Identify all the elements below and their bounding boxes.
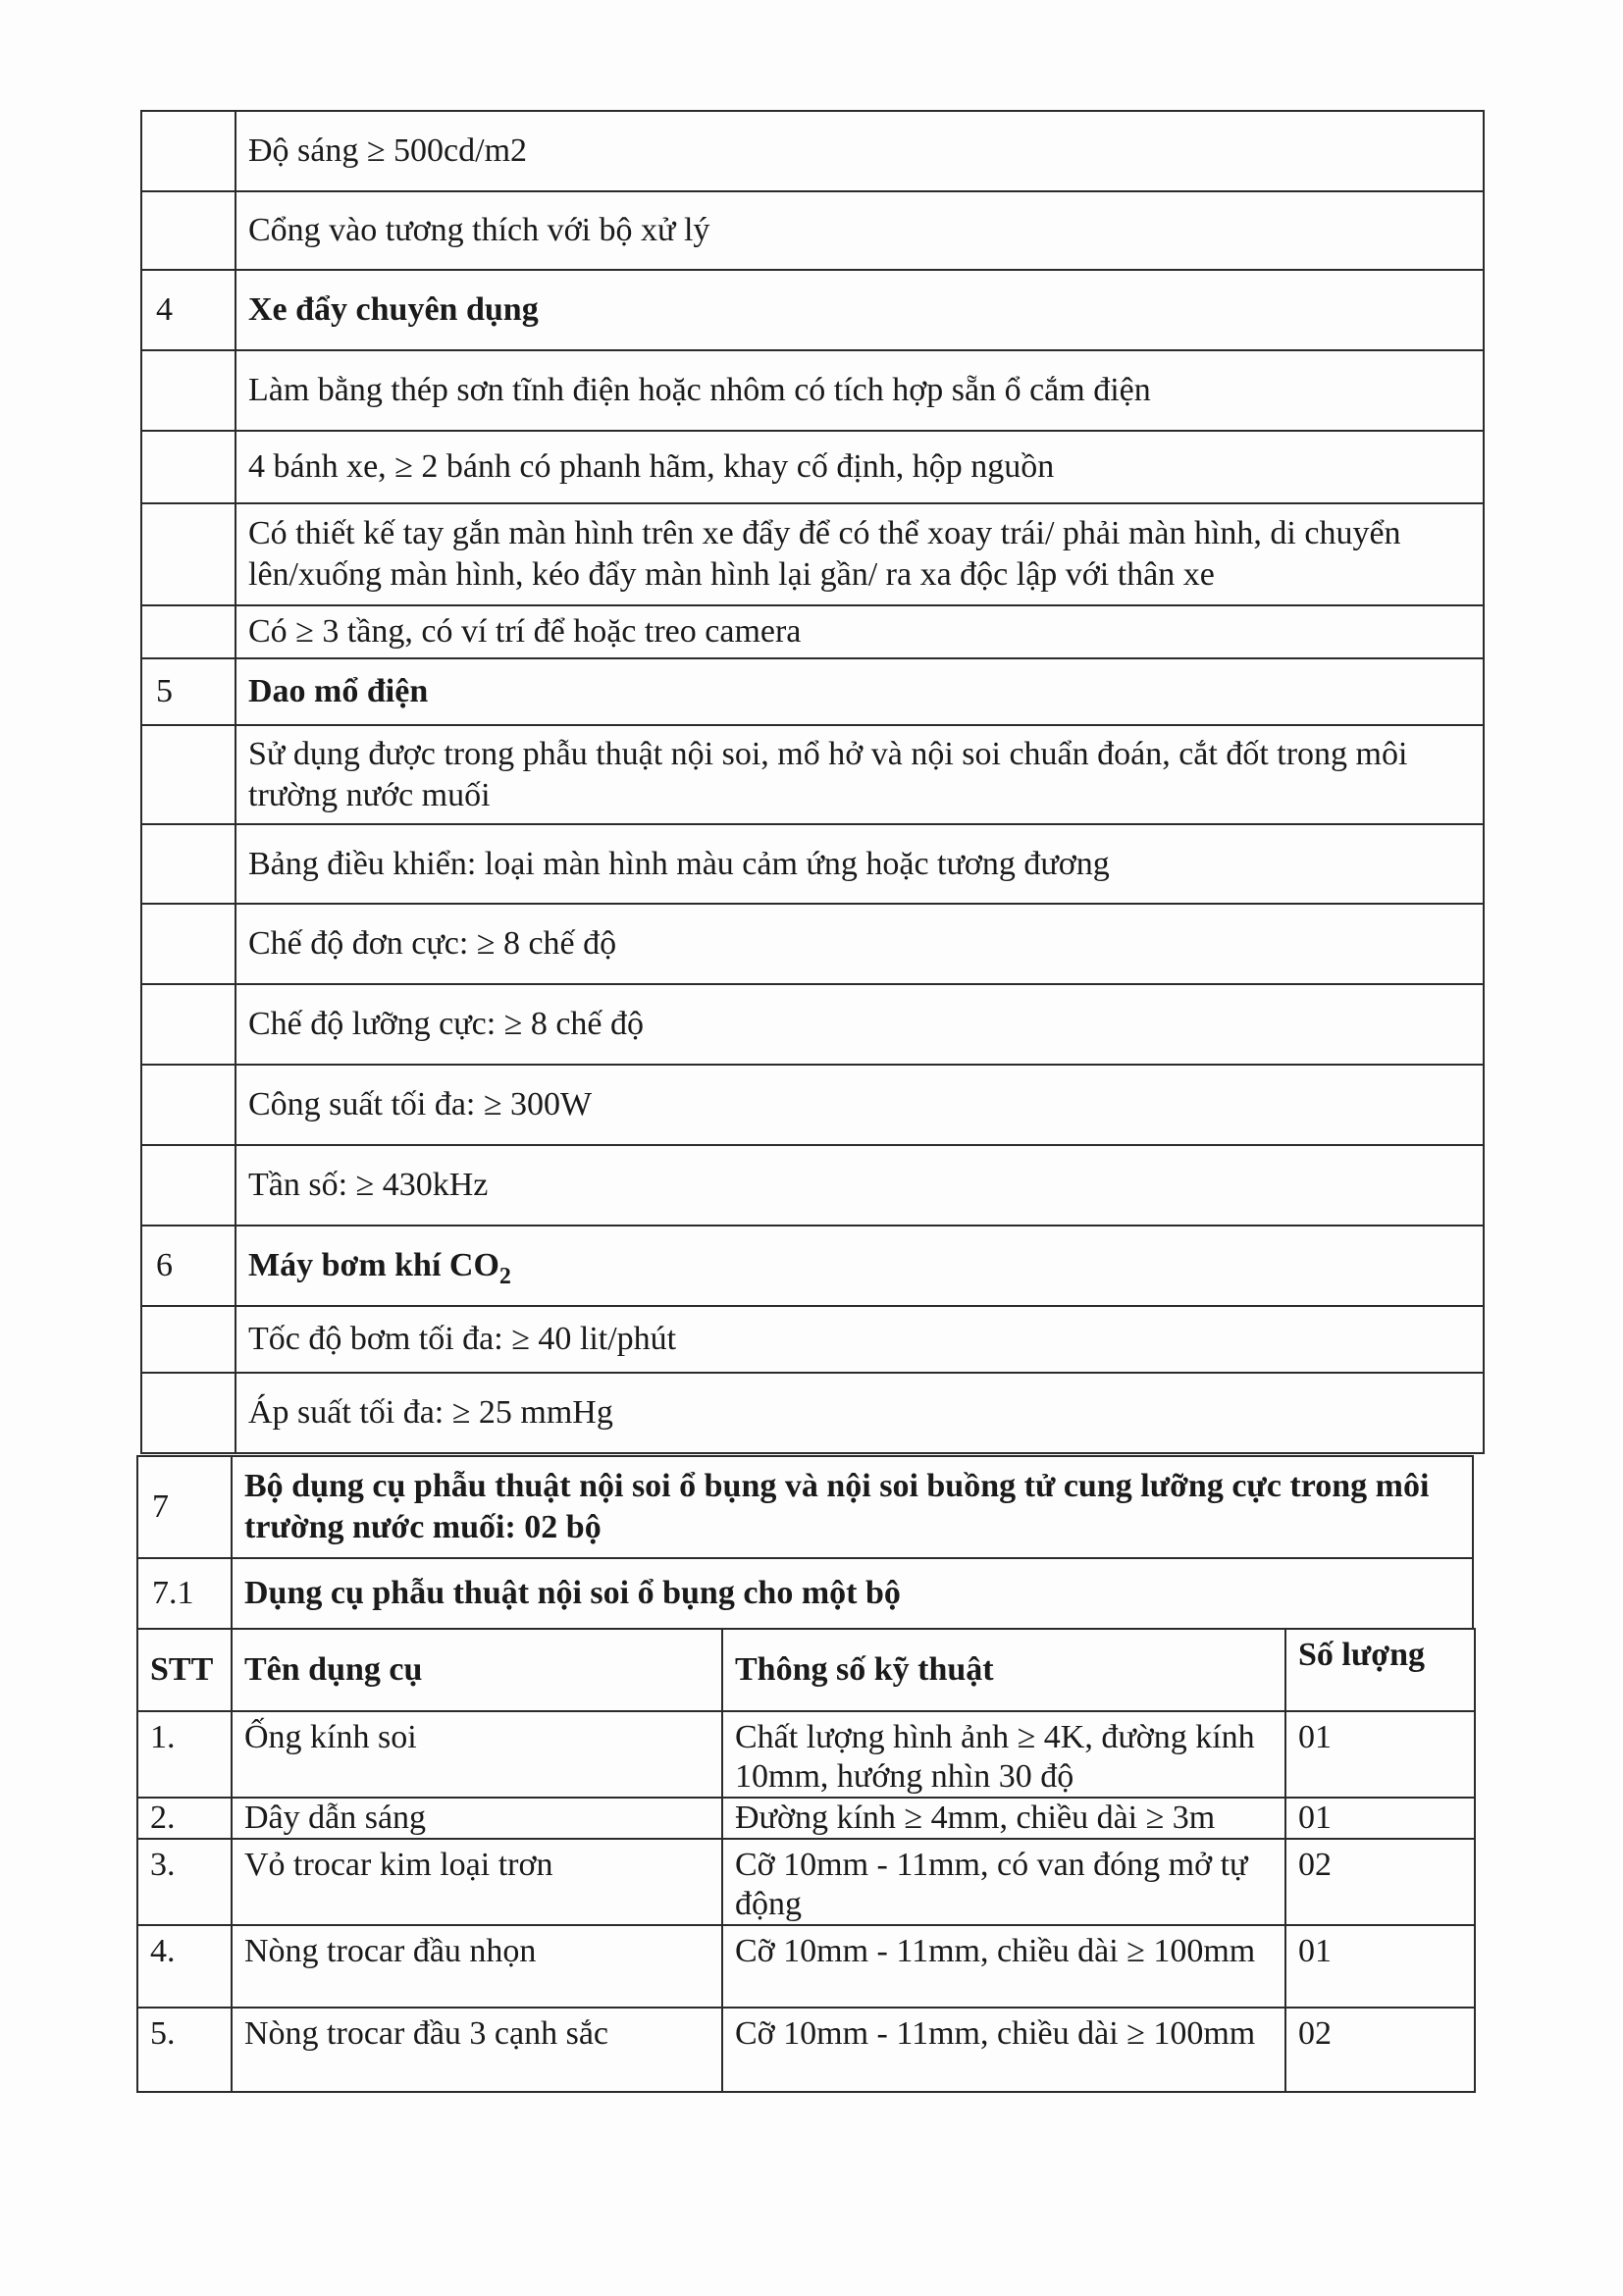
row-spec: Chất lượng hình ảnh ≥ 4K, đường kính 10mm, hướng nhìn 30 độ	[722, 1711, 1285, 1798]
spec-no	[141, 605, 236, 658]
section-title: Dao mổ điện	[236, 658, 1484, 725]
row-name: Ống kính soi	[232, 1711, 722, 1798]
spec-row	[141, 431, 1484, 503]
row-qty: 02	[1285, 2008, 1475, 2092]
row-spec: Cỡ 10mm - 11mm, chiều dài ≥ 100mm	[722, 2008, 1285, 2092]
spec-row	[141, 605, 1484, 658]
section-number: 6	[141, 1226, 236, 1306]
row-qty: 01	[1285, 1925, 1475, 2008]
row-name: Dây dẫn sáng	[232, 1798, 722, 1839]
spec-no	[141, 824, 236, 904]
spec-row	[141, 350, 1484, 431]
row-name: Nòng trocar đầu nhọn	[232, 1925, 722, 2008]
section-title: Xe đẩy chuyên dụng	[236, 270, 1484, 350]
spec-text: Sử dụng được trong phẫu thuật nội soi, mổ hở và nội soi chuẩn đoán, cắt đốt trong môi trường nước muối	[236, 725, 1484, 824]
section-row-7-1	[137, 1558, 1473, 1629]
row-spec: Cỡ 10mm - 11mm, chiều dài ≥ 100mm	[722, 1925, 1285, 2008]
spec-no	[141, 1306, 236, 1373]
row-stt: 1.	[137, 1711, 232, 1798]
kit-heading-table	[136, 1455, 1474, 1630]
section-number: 4	[141, 270, 236, 350]
spec-no	[141, 503, 236, 605]
spec-text: Công suất tối đa: ≥ 300W	[236, 1065, 1484, 1145]
spec-text: Áp suất tối đa: ≥ 25 mmHg	[236, 1373, 1484, 1453]
row-stt: 4.	[137, 1925, 232, 2008]
spec-row	[141, 904, 1484, 984]
spec-text: Độ sáng ≥ 500cd/m2	[236, 111, 1484, 191]
row-name: Nòng trocar đầu 3 cạnh sắc	[232, 2008, 722, 2092]
spec-row	[141, 1306, 1484, 1373]
table-header-row	[137, 1629, 1475, 1711]
table-row	[137, 1711, 1475, 1798]
spec-no	[141, 191, 236, 270]
spec-row	[141, 111, 1484, 191]
subsection-number: 7.1	[137, 1558, 232, 1629]
header-spec: Thông số kỹ thuật	[722, 1629, 1285, 1711]
row-spec: Đường kính ≥ 4mm, chiều dài ≥ 3m	[722, 1798, 1285, 1839]
header-qty: Số lượng	[1285, 1629, 1475, 1711]
spec-text: Có thiết kế tay gắn màn hình trên xe đẩy để có thể xoay trái/ phải màn hình, di chuyển lên/xuống màn hình, kéo đẩy màn hình lại gần/ ra xa độc lập với thân xe	[236, 503, 1484, 605]
spec-text: Tốc độ bơm tối đa: ≥ 40 lit/phút	[236, 1306, 1484, 1373]
spec-row	[141, 1373, 1484, 1453]
spec-text: Có ≥ 3 tầng, có ví trí để hoặc treo camera	[236, 605, 1484, 658]
row-qty: 01	[1285, 1798, 1475, 1839]
section-row-6	[141, 1226, 1484, 1306]
spec-table	[140, 110, 1485, 1454]
section-row-7	[137, 1456, 1473, 1558]
table-row	[137, 1839, 1475, 1925]
row-stt: 5.	[137, 2008, 232, 2092]
spec-no	[141, 1065, 236, 1145]
spec-row	[141, 191, 1484, 270]
spec-text: Chế độ lưỡng cực: ≥ 8 chế độ	[236, 984, 1484, 1065]
spec-row	[141, 725, 1484, 824]
spec-no	[141, 1373, 236, 1453]
spec-text: Tần số: ≥ 430kHz	[236, 1145, 1484, 1226]
table-row	[137, 1925, 1475, 2008]
section-row-5	[141, 658, 1484, 725]
header-name: Tên dụng cụ	[232, 1629, 722, 1711]
spec-no	[141, 904, 236, 984]
table-row	[137, 2008, 1475, 2092]
spec-no	[141, 984, 236, 1065]
subsection-title: Dụng cụ phẫu thuật nội soi ổ bụng cho một bộ	[232, 1558, 1473, 1629]
row-spec: Cỡ 10mm - 11mm, có van đóng mở tự động	[722, 1839, 1285, 1925]
table-row	[137, 1798, 1475, 1839]
spec-no	[141, 725, 236, 824]
row-qty: 01	[1285, 1711, 1475, 1798]
spec-text: 4 bánh xe, ≥ 2 bánh có phanh hãm, khay cố định, hộp nguồn	[236, 431, 1484, 503]
section-title: Bộ dụng cụ phẫu thuật nội soi ổ bụng và nội soi buồng tử cung lưỡng cực trong môi trường nước muối: 02 bộ	[232, 1456, 1473, 1558]
spec-no	[141, 431, 236, 503]
spec-no	[141, 111, 236, 191]
instrument-table	[136, 1628, 1476, 2093]
section-row-4	[141, 270, 1484, 350]
section-title-subscript: 2	[498, 1263, 511, 1289]
spec-text: Làm bằng thép sơn tĩnh điện hoặc nhôm có tích hợp sẵn ổ cắm điện	[236, 350, 1484, 431]
spec-row	[141, 503, 1484, 605]
spec-text: Chế độ đơn cực: ≥ 8 chế độ	[236, 904, 1484, 984]
spec-no	[141, 350, 236, 431]
row-name: Vỏ trocar kim loại trơn	[232, 1839, 722, 1925]
row-qty: 02	[1285, 1839, 1475, 1925]
section-title	[236, 1226, 1484, 1306]
spec-row	[141, 824, 1484, 904]
header-stt: STT	[137, 1629, 232, 1711]
section-title-main: Máy bơm khí CO	[248, 1247, 499, 1283]
spec-no	[141, 1145, 236, 1226]
row-stt: 2.	[137, 1798, 232, 1839]
section-number: 7	[137, 1456, 232, 1558]
row-stt: 3.	[137, 1839, 232, 1925]
spec-text: Bảng điều khiển: loại màn hình màu cảm ứng hoặc tương đương	[236, 824, 1484, 904]
spec-row	[141, 1145, 1484, 1226]
spec-row	[141, 1065, 1484, 1145]
spec-row	[141, 984, 1484, 1065]
section-number: 5	[141, 658, 236, 725]
spec-text: Cổng vào tương thích với bộ xử lý	[236, 191, 1484, 270]
